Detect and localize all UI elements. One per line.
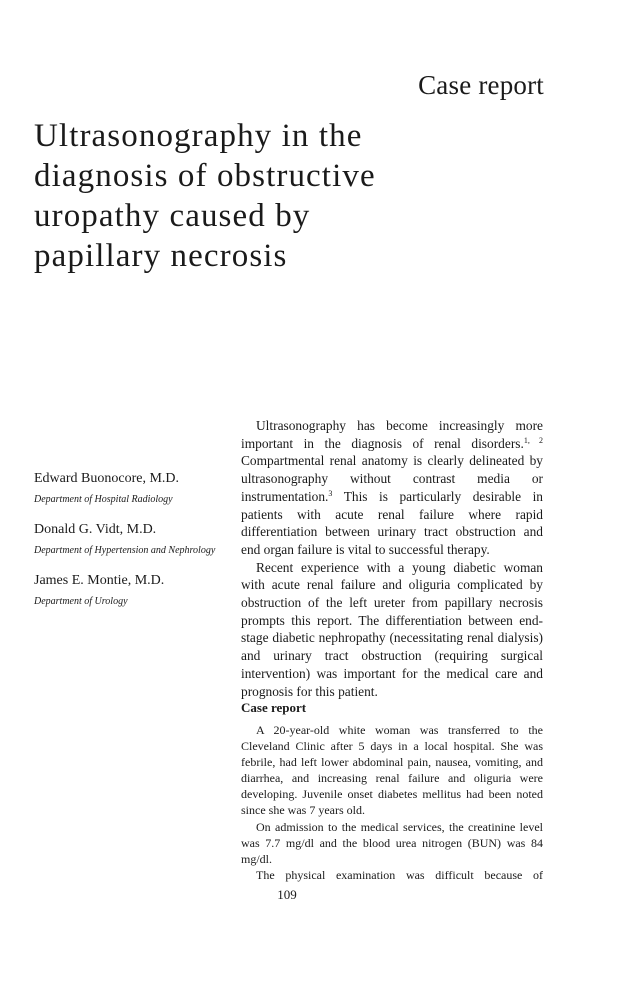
article-title [34, 116, 434, 276]
case-paragraph: A 20-year-old white woman was transferred to the Cleveland Clinic after 5 days in a local hospital. She was febrile, had left lower abdominal pain, nausea, vomiting, and diarrhea, and increasing renal failure and oliguria were developing. Juvenile onset diabetes mellitus had been noted since she was 7 years old. [241, 723, 543, 818]
author-department: Department of Urology [34, 596, 128, 607]
case-paragraph: The physical examination was difficult because of [256, 867, 543, 882]
author-name: Donald G. Vidt, M.D. [34, 522, 157, 537]
section-label: Case report [418, 70, 544, 100]
intro-text: This is particularly desirable in patients with acute renal failure where rapid differentiation between urinary tract obstruction and end organ failure is vital to successful therapy. [241, 488, 543, 557]
citation: 1, 2 [523, 435, 544, 445]
author-name: Edward Buonocore, M.D. [34, 471, 180, 486]
intro-paragraph: Recent experience with a young diabetic woman with acute renal failure and oliguria complicated by obstruction of the left ureter from papillary necrosis prompts this report. The differentiation between end-stage diabetic nephropathy (necessitating renal dialysis) and urinary tract obstruction (requiring surgical intervention) was important for the medical care and prognosis for this patient. [241, 559, 543, 699]
case-report-heading: Case report [241, 700, 307, 715]
intro-text: Compartmental renal anatomy is clearly delineated by ultrasonography without contrast media or instrumentation. [241, 453, 543, 504]
author-name: James E. Montie, M.D. [34, 573, 165, 588]
author-department: Department of Hospital Radiology [34, 494, 173, 505]
case-report-body [241, 722, 543, 883]
title-line: papillary necrosis [34, 238, 288, 274]
case-paragraph: On admission to the medical services, the creatinine level was 7.7 mg/dl and the blood urea nitrogen (BUN) was 84 mg/dl. [241, 819, 543, 866]
page-number: 109 [277, 887, 297, 902]
title-line: uropathy caused by [34, 198, 311, 234]
intro-text: Ultrasonography has become increasingly more important in the diagnosis of renal disorders. [241, 418, 543, 451]
introduction [241, 417, 543, 700]
citation: 3 [328, 488, 333, 498]
author-list [34, 470, 244, 623]
title-line: Ultrasonography in the [34, 118, 363, 154]
intro-paragraph [241, 417, 543, 559]
title-line: diagnosis of obstructive [34, 158, 376, 194]
author-department: Department of Hypertension and Nephrology [34, 545, 216, 556]
